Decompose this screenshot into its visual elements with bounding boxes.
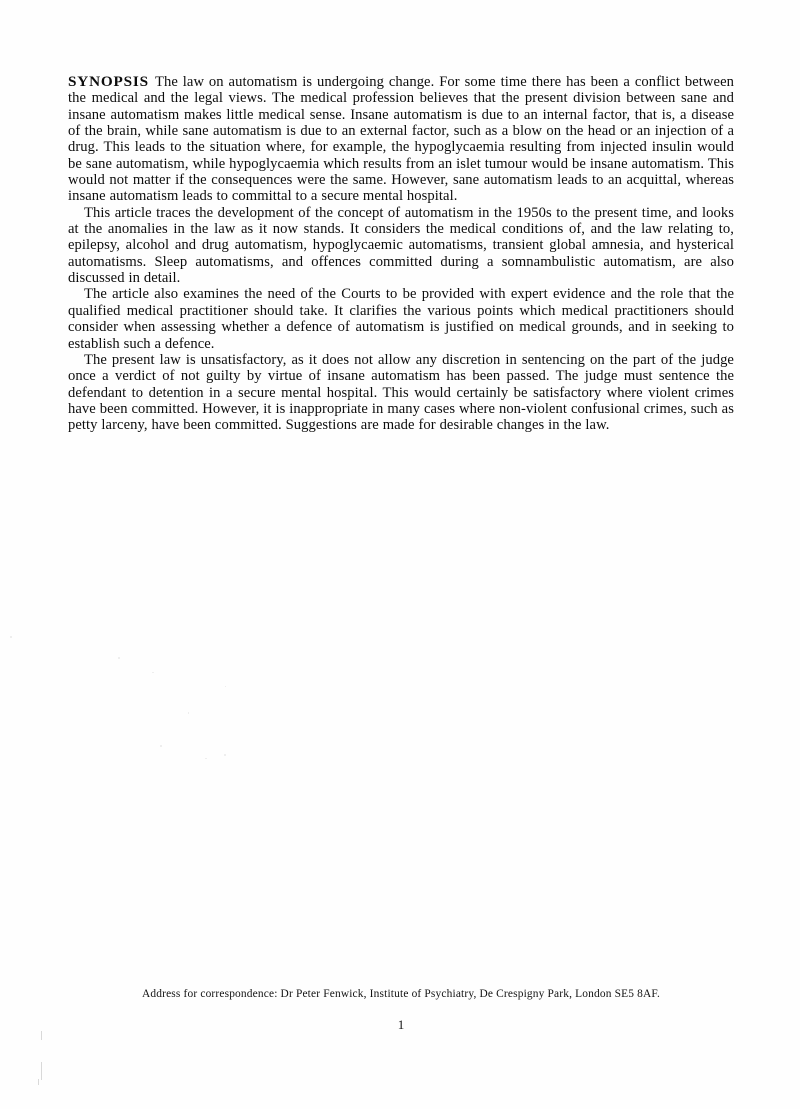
scan-speck: [160, 745, 162, 747]
scan-edge-mark: [41, 1062, 42, 1080]
scan-speck: [188, 712, 189, 714]
scan-edge-mark: [41, 1031, 42, 1040]
scan-speck: [225, 686, 226, 687]
scan-speck: [205, 758, 207, 759]
synopsis-paragraph-1: [68, 74, 734, 205]
scan-edge-mark: [38, 1079, 39, 1085]
synopsis-paragraph-4: The present law is unsatisfactory, as it does not allow any discretion in sentencing on the part of the judge once a verdict of not guilty by virtue of insane automatism has been passed. The judge must sentence the defendant to detention in a secure mental hospital. This would certainly be satisfactory where violent crimes have been committed. However, it is inappropriate in many cases where non-violent confusional crimes, such as petty larceny, have been committed. Suggestions are made for desirable changes in the law.: [68, 351, 734, 434]
synopsis-paragraph-3: The article also examines the need of the Courts to be provided with expert evidence and the role that the qualified medical practitioner should take. It clarifies the various points which medical practitioners should consider when assessing whether a defence of automatism is justified on medical grounds, and in seeking to establish such a defence.: [68, 286, 734, 352]
correspondence-address: Address for correspondence: Dr Peter Fenwick, Institute of Psychiatry, De Crespigny Park, London SE5 8AF.: [141, 988, 661, 1000]
synopsis-paragraph-2: This article traces the development of the concept of automatism in the 1950s to the present time, and looks at the anomalies in the law as it now stands. It considers the medical conditions of, and the law relating to, epilepsy, alcohol and drug automatism, hypoglycaemic automatisms, transient global amnesia, and hysterical automatisms. Sleep automatisms, and offences committed during a somnambulistic automatism, are also discussed in detail.: [68, 204, 734, 287]
page-number: 1: [397, 1017, 405, 1032]
scan-speck: [118, 657, 120, 659]
paragraph-text: The law on automatism is undergoing change. For some time there has been a conflict between the medical and the legal views. The medical profession believes that the present division between sane and insane automatism makes little medical sense. Insane automatism is due to an internal factor, that is, a disease of the brain, while sane automatism is due to an external factor, such as a blow on the head or an injection of a drug. This leads to the situation where, for example, the hypoglycaemia resulting from injected insulin would be sane automatism, while hypoglycaemia which results from an islet tumour would be insane automatism. This would not matter if the consequences were the same. However, sane automatism leads to an acquittal, whereas insane automatism leads to committal to a secure mental hospital.: [68, 74, 734, 205]
scan-speck: [224, 754, 226, 756]
scan-speck: [10, 636, 12, 638]
scan-speck: [152, 672, 154, 673]
synopsis-label: SYNOPSIS: [68, 73, 149, 90]
article-synopsis-body: [68, 74, 734, 434]
